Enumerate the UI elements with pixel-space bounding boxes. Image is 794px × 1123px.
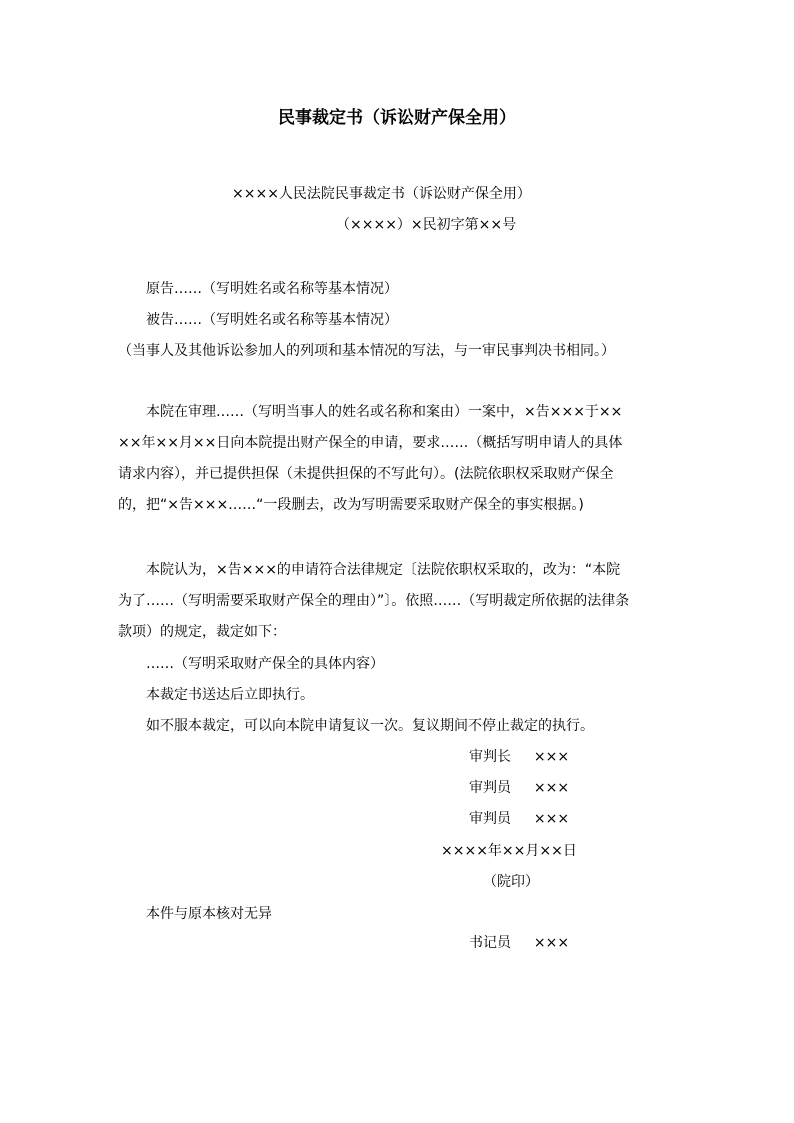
defendant-line: 被告……（写明姓名或名称等基本情况） [146,312,398,328]
signature-role: 审判长 [469,749,511,765]
signature-judge-2 [469,809,569,829]
clerk-name: ××× [533,935,570,951]
clerk-signature [469,933,569,953]
verification-note: 本件与原本核对无异 [146,906,272,922]
signature-presiding-judge [469,747,569,767]
document-title: 民事裁定书（诉讼财产保全用） [278,108,516,128]
signature-role: 审判员 [469,811,511,827]
paragraph-opinion: 本院认为，×告×××的申请符合法律规定〔法院依职权采取的，改为：“本院为了……（写明需要采取财产保全的理由）”〕。依照……（写明裁定所依据的法律条款项）的规定，裁定如下： [118,562,630,640]
plaintiff-line: 原告……（写明姓名或名称等基本情况） [146,281,398,297]
ruling-content: ……（写明采取财产保全的具体内容） [146,656,384,672]
court-seal: （院印） [483,874,539,890]
signature-role: 审判员 [469,780,511,796]
signature-judge-1 [469,778,569,798]
signature-name: ××× [533,811,570,827]
case-number: （××××）×民初字第××号 [336,217,517,233]
paragraph-trial: 本院在审理……（写明当事人的姓名或名称和案由）一案中，×告×××于××××年××月××日向本院提出财产保全的申请，要求……（概括写明申请人的具体请求内容），并已提供担保（未提供担保的不写此句）。(法院依职权采取财产保全的，把“×告×××……“一段删去，改为写明需要采取财产保全的事实根据。) [118,404,623,513]
execution-clause: 本裁定书送达后立即执行。 [146,687,314,703]
signature-name: ××× [533,780,570,796]
review-clause: 如不服本裁定，可以向本院申请复议一次。复议期间不停止裁定的执行。 [146,718,594,734]
clerk-role: 书记员 [469,935,511,951]
court-heading: ××××人民法院民事裁定书（诉讼财产保全用） [232,186,531,202]
ruling-date: ××××年××月××日 [441,843,577,859]
signature-name: ××× [533,749,570,765]
party-note: （当事人及其他诉讼参加人的列项和基本情况的写法，与一审民事判决书相同。） [118,343,615,359]
